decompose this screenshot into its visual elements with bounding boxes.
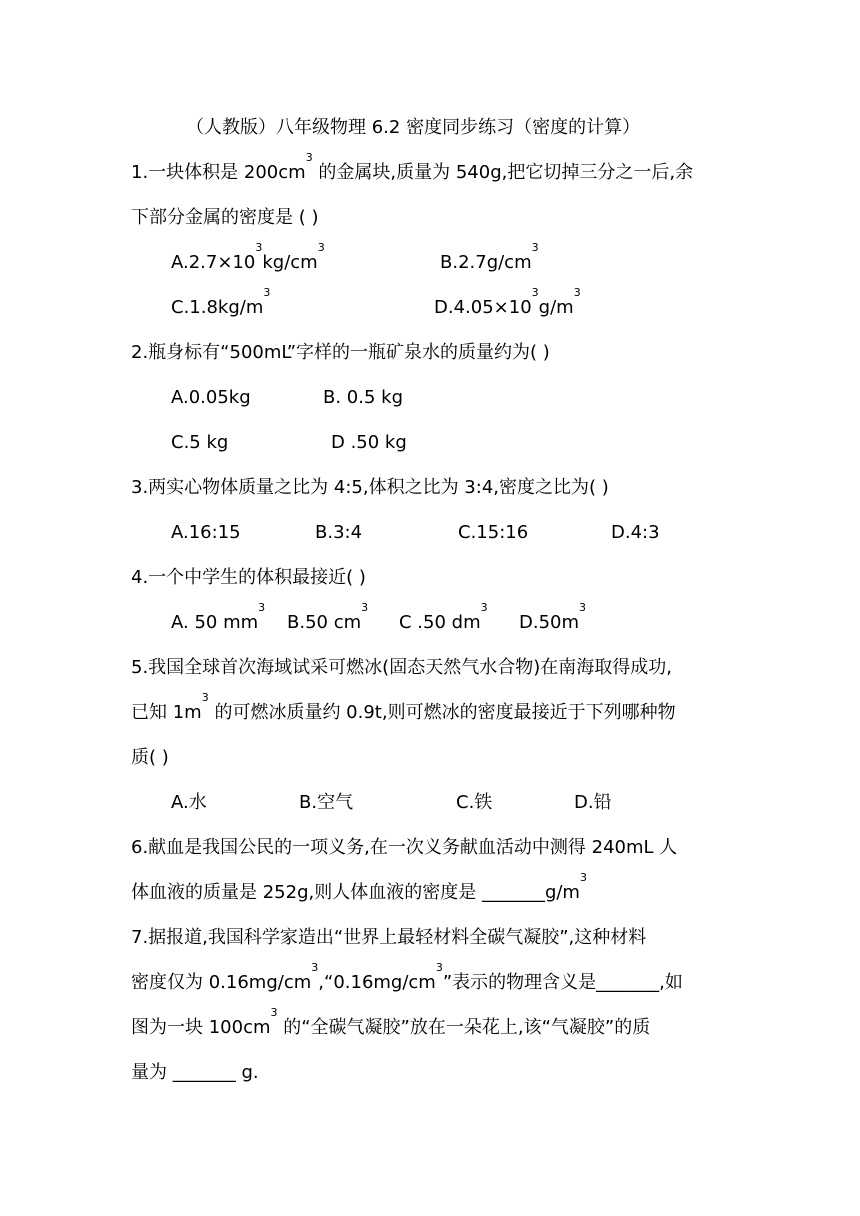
q4-opt-d-sup: 3 [579, 601, 587, 614]
question-7-line-4: 量为 _______ g. [131, 1062, 259, 1083]
q4-option-d[interactable] [519, 601, 587, 635]
q2-option-b[interactable]: B. 0.5 kg [323, 387, 403, 408]
question-4-line-1: 4.一个中学生的体积最接近( ) [131, 567, 366, 588]
q7-text-c: ”表示的物理含义是_______,如 [442, 972, 683, 993]
q1-opt-a-unit: kg/cm [262, 252, 318, 273]
q4-opt-b-sup: 3 [361, 601, 369, 614]
q1-sup: 3 [305, 151, 313, 164]
q1-opt-d-unit: g/m [538, 297, 574, 318]
question-2-line-1: 2.瓶身标有“500mL”字样的一瓶矿泉水的质量约为( ) [131, 342, 550, 363]
q1-text-b: 的金属块,质量为 540g,把它切掉三分之一后,余 [312, 162, 694, 183]
q3-option-b[interactable]: B.3:4 [315, 522, 363, 543]
q3-option-c[interactable]: C.15:16 [458, 522, 529, 543]
q5-option-c[interactable]: C.铁 [456, 792, 493, 813]
q7-sup-2: 3 [435, 961, 443, 974]
q1-option-c[interactable] [171, 286, 271, 320]
q5-sup: 3 [201, 691, 209, 704]
q7-line3-text-b: 的“全碳气凝胶”放在一朵花上,该“气凝胶”的质 [277, 1017, 651, 1038]
q7-text-b: ,“0.16mg/cm [318, 972, 436, 993]
q2-option-d[interactable]: D .50 kg [331, 432, 407, 453]
q1-opt-d-sup2: 3 [573, 286, 581, 299]
question-7-line-2 [131, 961, 683, 995]
q1-opt-d-text: D.4.05×10 [434, 297, 532, 318]
q3-option-a[interactable]: A.16:15 [171, 522, 241, 543]
question-5-line-3: 质( ) [131, 747, 169, 768]
q4-option-b[interactable] [287, 601, 369, 635]
q4-opt-c-text: C .50 dm [399, 612, 481, 633]
question-1-line-2: 下部分金属的密度是 ( ) [131, 207, 319, 228]
question-5-line-2 [131, 691, 676, 725]
q1-opt-a-text: A.2.7×10 [171, 252, 256, 273]
q1-option-a[interactable] [171, 241, 325, 275]
q2-option-a[interactable]: A.0.05kg [171, 387, 251, 408]
q4-opt-d-text: D.50m [519, 612, 580, 633]
q6-sup: 3 [579, 871, 587, 884]
q5-text-a: 已知 1m [131, 702, 202, 723]
q2-option-c[interactable]: C.5 kg [171, 432, 229, 453]
q1-opt-a-sup2: 3 [317, 241, 325, 254]
q5-text-b: 的可燃冰质量约 0.9t,则可燃冰的密度最接近于下列哪种物 [208, 702, 676, 723]
question-7-line-3 [131, 1006, 651, 1040]
q7-text-a: 密度仅为 0.16mg/cm [131, 972, 312, 993]
q4-option-c[interactable] [399, 601, 488, 635]
q1-opt-d-sup1: 3 [531, 286, 539, 299]
q1-opt-b-sup: 3 [531, 241, 539, 254]
page-title: （人教版）八年级物理 6.2 密度同步练习（密度的计算） [186, 117, 641, 138]
q5-option-a[interactable]: A.水 [171, 792, 207, 813]
q5-option-d[interactable]: D.铅 [574, 792, 612, 813]
q3-option-d[interactable]: D.4:3 [611, 522, 660, 543]
q6-text-a: 体血液的质量是 252g,则人体血液的密度是 _______g/m [131, 882, 580, 903]
q4-option-a[interactable] [171, 601, 266, 635]
q7-sup-1: 3 [311, 961, 319, 974]
question-7-line-1: 7.据报道,我国科学家造出“世界上最轻材料全碳气凝胶”,这种材料 [131, 927, 647, 948]
q1-option-d[interactable] [434, 286, 581, 320]
question-3-line-1: 3.两实心物体质量之比为 4:5,体积之比为 3:4,密度之比为( ) [131, 477, 609, 498]
q4-opt-b-text: B.50 cm [287, 612, 362, 633]
q1-option-b[interactable] [440, 241, 539, 275]
q5-option-b[interactable]: B.空气 [299, 792, 354, 813]
q4-opt-a-text: A. 50 mm [171, 612, 259, 633]
q1-opt-c-text: C.1.8kg/m [171, 297, 264, 318]
q1-opt-c-sup: 3 [263, 286, 271, 299]
q4-opt-a-sup: 3 [258, 601, 266, 614]
q4-opt-c-sup: 3 [480, 601, 488, 614]
question-6-line-1: 6.献血是我国公民的一项义务,在一次义务献血活动中测得 240mL 人 [131, 837, 678, 858]
q1-opt-b-text: B.2.7g/cm [440, 252, 532, 273]
question-1-line-1 [131, 151, 694, 185]
question-5-line-1: 5.我国全球首次海域试采可燃冰(固态天然气水合物)在南海取得成功, [131, 657, 672, 678]
question-6-line-2 [131, 871, 587, 905]
q7-line3-sup: 3 [270, 1006, 278, 1019]
q7-line3-text-a: 图为一块 100cm [131, 1017, 271, 1038]
q1-text-a: 1.一块体积是 200cm [131, 162, 306, 183]
q1-opt-a-sup1: 3 [255, 241, 263, 254]
